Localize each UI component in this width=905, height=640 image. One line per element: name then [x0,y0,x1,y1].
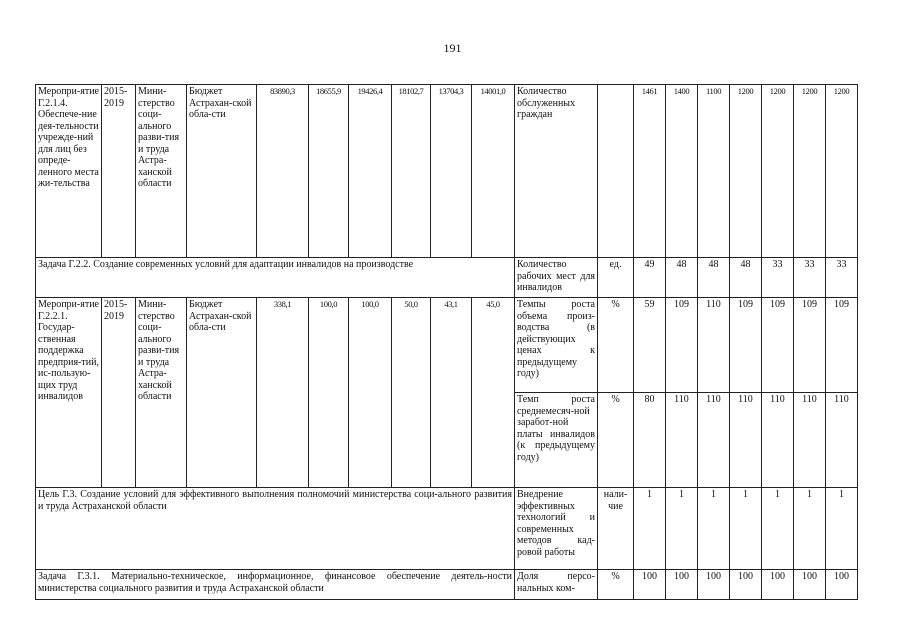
period: 2015-2019 [102,85,136,258]
indicator-value: 110 [826,393,858,488]
funding-2017: 18102,7 [392,85,431,258]
event-name: Меропри-ятие Г.2.1.4. Обеспече-ние дея-тельности учрежде-ний для лиц без опреде-ленного места жи-тельства [36,85,102,258]
indicator-value: 33 [826,258,858,298]
indicator-value: 100 [730,570,762,600]
funding-2015: 100,0 [309,298,349,488]
funding-2019: 45,0 [472,298,515,488]
table-row [36,488,858,570]
indicator-name [515,570,598,600]
indicator-name: Количество обслуженных граждан [515,85,598,258]
indicator-value: 110 [698,298,730,393]
page-number: 191 [443,41,462,55]
indicator-value: 109 [730,298,762,393]
indicator-name: Количество рабочих мест для инвалидов [515,258,598,298]
indicator-value: 1200 [794,85,826,258]
indicator-value: 100 [698,570,730,600]
indicator-value: 1 [666,488,698,570]
indicator-name: Темп роста среднемесяч-ной зарабoт-ной платы инвалидов (к предыдущему году) [515,393,598,488]
indicator-value: 48 [730,258,762,298]
indicator-value: 100 [634,570,666,600]
funding-total: 338,1 [257,298,309,488]
indicator-value: 1400 [666,85,698,258]
event-name: Меропри-ятие Г.2.2.1. Государ-ственная поддержка предприя-тий, ис-пользую-щих труд инвалидов [36,298,102,488]
indicator-unit: % [598,393,634,488]
funding-2016: 100,0 [349,298,392,488]
funding-2016: 19426,4 [349,85,392,258]
funding-2017: 50,0 [392,298,431,488]
funding-source: Бюджет Астрахан-ской обла-сти [187,298,257,488]
indicator-unit: % [598,298,634,393]
indicator-value: 110 [698,393,730,488]
funding-2019: 14001,0 [472,85,515,258]
indicator-unit: ед. [598,258,634,298]
indicator-value: 1100 [698,85,730,258]
indicator-value: 80 [634,393,666,488]
indicator-name: Темпы роста объема произ-водства (в действующих ценах к предыдущему году) [515,298,598,393]
indicator-value: 110 [762,393,794,488]
funding-2018: 13704,3 [431,85,472,258]
indicator-value: 48 [666,258,698,298]
indicator-value: 109 [794,298,826,393]
table-row [36,570,858,600]
indicator-value: 1 [634,488,666,570]
indicator-value: 1200 [762,85,794,258]
program-table [35,84,858,600]
indicator-value: 1200 [826,85,858,258]
indicator-value: 33 [794,258,826,298]
task-heading: Задача Г.3.1. Материально-техническое, информационное, финансовое обеспечение деятель-ности министерства социального развития и труда Астраханской области [36,570,515,600]
indicator-value: 1200 [730,85,762,258]
indicator-value: 100 [666,570,698,600]
indicator-value: 109 [666,298,698,393]
indicator-value: 110 [666,393,698,488]
indicator-value: 1 [730,488,762,570]
task-heading: Задача Г.2.2. Создание современных условий для адаптации инвалидов на производстве [36,258,515,298]
funding-total: 83890,3 [257,85,309,258]
indicator-value: 49 [634,258,666,298]
indicator-value: 1 [762,488,794,570]
table-row [36,298,858,393]
indicator-value: 1461 [634,85,666,258]
indicator-value: 33 [762,258,794,298]
indicator-value: 100 [826,570,858,600]
indicator-value: 100 [762,570,794,600]
period: 2015-2019 [102,298,136,488]
indicator-name: Внедрение эффективных технологий и современных методов кад-ровой работы [515,488,598,570]
table-row [36,258,858,298]
indicator-name-text: Доля персо-нальных ком- [517,571,595,594]
indicator-unit [598,85,634,258]
indicator-value: 110 [794,393,826,488]
indicator-unit: % [598,570,634,600]
executor: Мини-стерство соци-ального разви-тия и труда Астра-ханской области [136,85,187,258]
funding-source: Бюджет Астрахан-ской обла-сти [187,85,257,258]
indicator-value: 48 [698,258,730,298]
indicator-value: 1 [826,488,858,570]
goal-heading: Цель Г.3. Создание условий для эффективного выполнения полномочий министерства соци-ального развития и труда Астраханской области [36,488,515,570]
indicator-value: 110 [730,393,762,488]
executor: Мини-стерство соци-ального разви-тия и труда Астра-ханской области [136,298,187,488]
indicator-value: 109 [762,298,794,393]
funding-2018: 43,1 [431,298,472,488]
indicator-unit: нали-чие [598,488,634,570]
indicator-value: 100 [794,570,826,600]
table-row [36,85,858,258]
indicator-value: 109 [826,298,858,393]
indicator-value: 59 [634,298,666,393]
indicator-value: 1 [794,488,826,570]
funding-2015: 18655,9 [309,85,349,258]
indicator-value: 1 [698,488,730,570]
